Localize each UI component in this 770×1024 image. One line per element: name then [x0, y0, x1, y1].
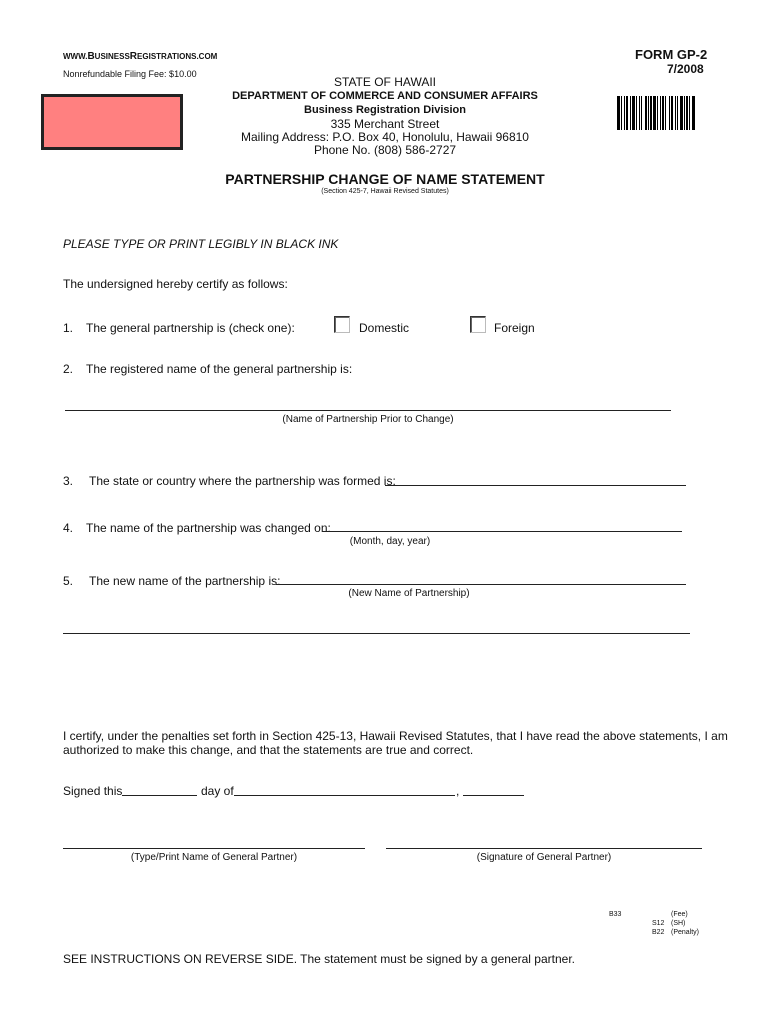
code-b22: B22	[652, 929, 665, 936]
form-date: 7/2008	[667, 62, 704, 76]
new-name-field-continued[interactable]	[63, 633, 690, 634]
form-title: PARTNERSHIP CHANGE OF NAME STATEMENT	[225, 171, 545, 187]
code-sh: (SH)	[671, 920, 686, 927]
ink-instruction: PLEASE TYPE OR PRINT LEGIBLY IN BLACK INK	[63, 237, 339, 251]
item-4-number: 4.	[63, 521, 74, 535]
prior-name-caption: (Name of Partnership Prior to Change)	[282, 414, 454, 425]
change-date-caption: (Month, day, year)	[349, 536, 431, 547]
footer-instructions: SEE INSTRUCTIONS ON REVERSE SIDE. The statement must be signed by a general partner.	[63, 952, 575, 966]
code-fee: (Fee)	[671, 911, 688, 918]
foreign-label: Foreign	[494, 321, 535, 335]
item-1-number: 1.	[63, 321, 74, 335]
signed-year-field[interactable]	[463, 795, 524, 796]
item-2-number: 2.	[63, 362, 74, 376]
domestic-checkbox[interactable]	[334, 316, 350, 333]
new-name-caption: (New Name of Partnership)	[348, 588, 470, 599]
formation-place-field[interactable]	[385, 485, 686, 486]
code-penalty: (Penalty)	[671, 929, 700, 936]
foreign-checkbox[interactable]	[470, 316, 486, 333]
certification-line-1: I certify, under the penalties set forth in Section 425-13, Hawaii Revised Statutes, that I have read the above statements, I am	[63, 729, 728, 743]
signed-month-field[interactable]	[234, 795, 455, 796]
date-comma: ,	[456, 784, 460, 798]
signed-this-label: Signed this	[63, 784, 123, 798]
item-5-question: The new name of the partnership is:	[89, 574, 281, 588]
agency-phone: Phone No. (808) 586-2727	[313, 143, 457, 157]
item-5-number: 5.	[63, 574, 74, 588]
intro-text: The undersigned hereby certify as follows:	[63, 277, 288, 291]
new-name-field[interactable]	[276, 584, 686, 585]
form-subtitle: (Section 425-7, Hawaii Revised Statutes)	[321, 188, 449, 195]
code-b33: B33	[609, 911, 622, 918]
item-1-question: The general partnership is (check one):	[86, 321, 295, 335]
change-date-field[interactable]	[322, 531, 682, 532]
item-2-question: The registered name of the general partnership is:	[86, 362, 353, 376]
agency-state: STATE OF HAWAII	[334, 75, 436, 89]
partner-name-caption: (Type/Print Name of General Partner)	[130, 852, 298, 863]
signed-day-field[interactable]	[122, 795, 197, 796]
agency-mailing: Mailing Address: P.O. Box 40, Honolulu, Hawaii 96810	[241, 130, 529, 144]
filing-fee: Nonrefundable Filing Fee: $10.00	[63, 69, 197, 79]
code-s12: S12	[652, 920, 665, 927]
agency-department: DEPARTMENT OF COMMERCE AND CONSUMER AFFAIRS	[232, 90, 538, 102]
item-4-question: The name of the partnership was changed on:	[86, 521, 331, 535]
partner-signature-caption: (Signature of General Partner)	[476, 852, 612, 863]
website-url: WWW.BUSINESSREGISTRATIONS.COM	[63, 51, 218, 62]
item-3-number: 3.	[63, 474, 74, 488]
agency-division: Business Registration Division	[304, 104, 466, 116]
certification-line-2: authorized to make this change, and that the statements are true and correct.	[63, 743, 474, 757]
prior-name-field[interactable]	[65, 410, 671, 411]
item-3-question: The state or country where the partnership was formed is:	[89, 474, 396, 488]
partner-signature-field[interactable]	[386, 848, 702, 849]
form-id: FORM GP-2	[635, 47, 708, 62]
domestic-label: Domestic	[359, 321, 410, 335]
day-of-label: day of	[201, 784, 234, 798]
partner-name-field[interactable]	[63, 848, 365, 849]
agency-street: 335 Merchant Street	[330, 117, 440, 131]
